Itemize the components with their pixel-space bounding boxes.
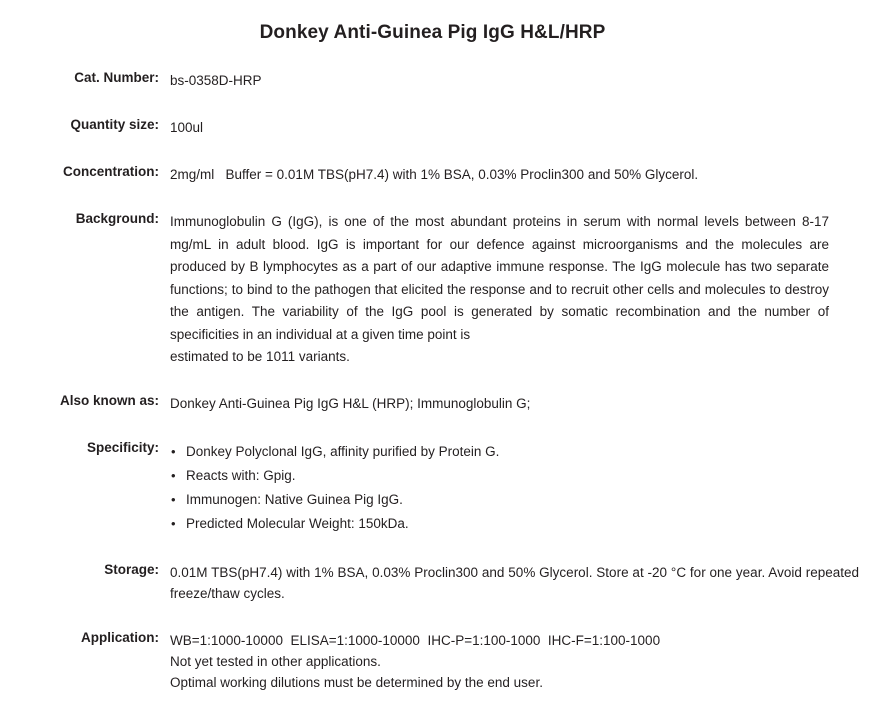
concentration-label: Concentration:: [63, 164, 159, 179]
storage-value: 0.01M TBS(pH7.4) with 1% BSA, 0.03% Proclin300 and 50% Glycerol. Store at -20 °C for one year. Avoid repeated freeze/thaw cycles.: [170, 565, 859, 601]
table-row-cat-number: [12, 70, 859, 117]
table-row-background: [12, 211, 859, 393]
spacer-cell: [159, 117, 170, 164]
spacer-cell: [159, 70, 170, 117]
spacer-cell: [159, 393, 170, 440]
specificity-value-cell: [170, 440, 859, 562]
list-item: • Predicted Molecular Weight: 150kDa.: [170, 512, 859, 536]
application-label: Application:: [81, 630, 159, 645]
background-label: Background:: [75, 211, 159, 226]
concentration-value: 2mg/ml Buffer = 0.01M TBS(pH7.4) with 1% BSA, 0.03% Proclin300 and 50% Glycerol.: [170, 167, 699, 182]
also-known-as-value: Donkey Anti-Guinea Pig IgG H&L (HRP); Immunoglobulin G;: [170, 396, 531, 411]
table-row-also-known-as: [12, 393, 859, 440]
background-value-cell: [170, 211, 859, 393]
page-title: Donkey Anti-Guinea Pig IgG H&L/HRP: [259, 22, 606, 43]
spacer-cell: [159, 562, 170, 630]
table-row-specificity: [12, 440, 859, 562]
cat-number-label: Cat. Number:: [74, 70, 159, 85]
table-row-concentration: [12, 164, 859, 211]
list-item: • Immunogen: Native Guinea Pig IgG.: [170, 488, 859, 512]
application-line-note: Not yet tested in other applications.: [170, 654, 381, 669]
table-row-quantity: [12, 117, 859, 164]
background-paragraph: Immunoglobulin G (IgG), is one of the most abundant proteins in serum with normal levels between 8-17 mg/mL in adult blood. IgG is important for our defence against microorganisms and the molecules are produced by B lymphocytes as a part of our adaptive immune response. The IgG molecule has two separate functions; to bind to the pathogen that elicited the response and to recruit other cells and molecules to destroy the antigen. The variability of the IgG pool is generated by somatic recombination and the number of specificities in an individual at a given time point is: [170, 214, 829, 342]
specificity-label: Specificity:: [86, 440, 159, 455]
specification-table: [12, 70, 859, 719]
spacer-cell: [159, 164, 170, 211]
cat-number-value: bs-0358D-HRP: [170, 73, 262, 88]
spacer-cell: [159, 440, 170, 562]
application-line-dilutions: WB=1:1000-10000 ELISA=1:1000-10000 IHC-P=1:100-1000 IHC-F=1:100-1000: [170, 633, 661, 648]
specificity-list: [170, 440, 859, 536]
table-row-storage: [12, 562, 859, 630]
application-line-optimal: Optimal working dilutions must be determined by the end user.: [170, 675, 543, 690]
quantity-label: Quantity size:: [70, 117, 159, 132]
quantity-value: 100ul: [170, 120, 204, 135]
spacer-cell: [159, 211, 170, 393]
list-item: • Reacts with: Gpig.: [170, 464, 859, 488]
background-paragraph-lastline: estimated to be 1011 variants.: [170, 349, 350, 364]
list-item: • Donkey Polyclonal IgG, affinity purified by Protein G.: [170, 440, 859, 464]
also-known-as-label: Also known as:: [59, 393, 159, 408]
storage-label: Storage:: [104, 562, 159, 577]
